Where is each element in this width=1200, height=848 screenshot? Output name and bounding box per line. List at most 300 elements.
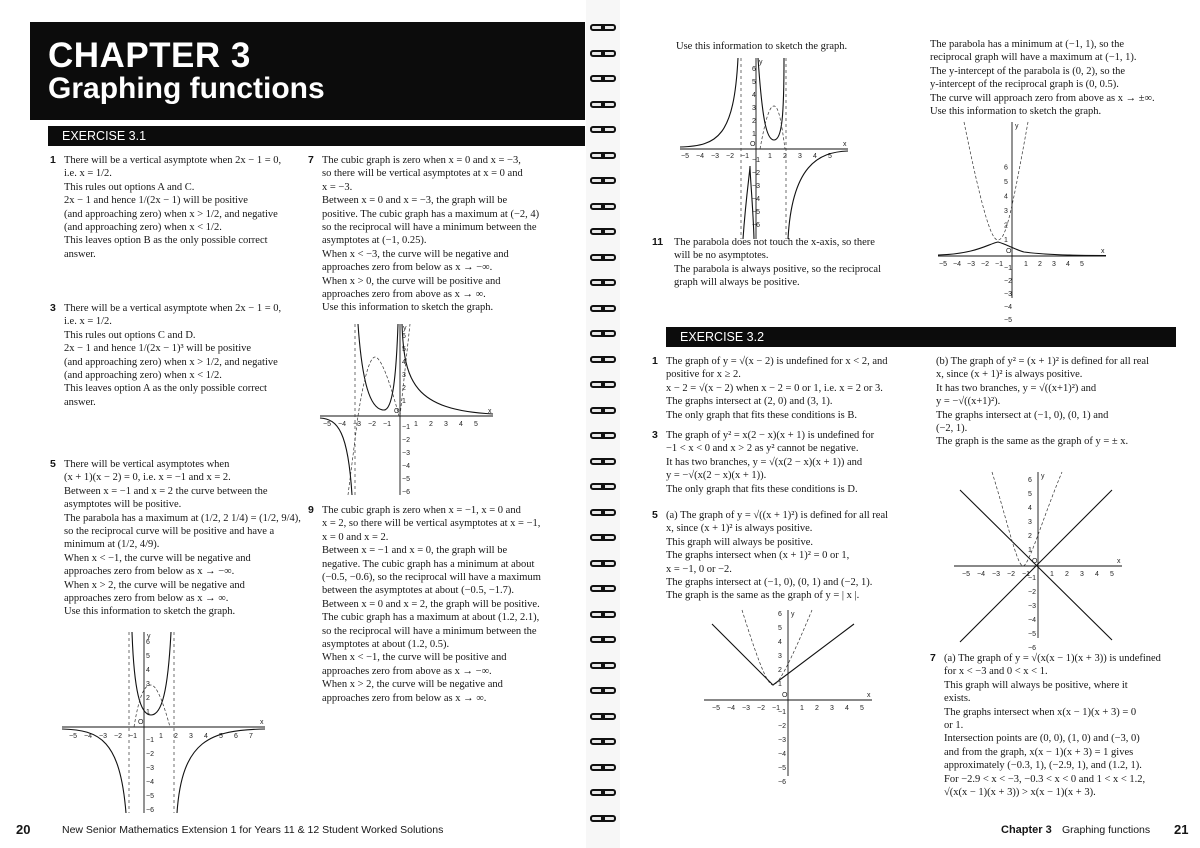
x-tick-label: −2: [757, 705, 765, 712]
x-tick-label: 3: [830, 705, 834, 712]
text-line: (a) The graph of y = √((x + 1)²) is defined for all real: [666, 510, 889, 521]
x-tick-label: 3: [1080, 571, 1084, 578]
y-axis-label: y: [403, 325, 407, 332]
question-9-text: [322, 504, 541, 705]
y-tick-label: −3: [1004, 291, 1012, 298]
x-tick-label: 4: [1066, 261, 1070, 268]
text-line: (and approaching zero) when x < 1/2.: [64, 370, 222, 382]
question-3-text: [64, 302, 281, 409]
y-tick-label: 3: [1004, 208, 1008, 215]
binding-ring: [590, 789, 616, 796]
x-tick-label: 5: [1110, 571, 1114, 578]
graph-q5a-absolute: [702, 608, 877, 786]
text-line: Use this information to sketch the graph.: [930, 106, 1102, 118]
binding-ring: [590, 509, 616, 516]
y-tick-label: 5: [752, 79, 756, 86]
text-line: reciprocal graph will have a maximum at (−1, 1).: [930, 52, 1137, 64]
y-tick-label: 4: [752, 92, 756, 99]
text-line: When x > 2, the curve will be negative and: [322, 679, 503, 691]
y-tick-label: −1: [1004, 265, 1012, 272]
text-line: for x < −3 and 0 < x < 1.: [944, 666, 1048, 678]
ex2-question-3-text: [666, 429, 874, 496]
footer-chapter-title: Graphing functions: [1062, 824, 1151, 836]
text-line: i.e. x = 1/2.: [64, 316, 112, 328]
binding-ring: [590, 228, 616, 235]
text-line: so the reciprocal will have a minimum between the: [322, 625, 537, 637]
text-line: This rules out options C and D.: [64, 329, 196, 341]
exercise-3-1-heading: EXERCISE 3.1: [48, 126, 585, 146]
text-line: When x < −1, the curve will be positive and: [322, 652, 507, 664]
y-tick-label: −5: [1028, 631, 1036, 638]
binding-ring: [590, 203, 616, 210]
x-tick-label: −2: [726, 153, 734, 160]
binding-ring: [590, 50, 616, 57]
x-tick-label: −1: [741, 153, 749, 160]
text-line: negative. The cubic graph has a minimum at about: [322, 558, 535, 570]
text-line: so the reciprocal will have a minimum between the: [322, 222, 537, 234]
y-tick-label: −1: [752, 157, 760, 164]
x-tick-label: −3: [742, 705, 750, 712]
y-tick-label: −3: [752, 183, 760, 190]
text-line: x = −1, 0 or −2.: [666, 563, 732, 575]
x-tick-label: 4: [845, 705, 849, 712]
x-tick-label: −5: [681, 153, 689, 160]
text-line: approaches zero from below as x → ∞.: [322, 692, 487, 704]
y-tick-label: −3: [778, 737, 786, 744]
y-tick-label: −6: [1028, 645, 1036, 652]
y-tick-label: −2: [146, 751, 154, 758]
x-tick-label: −5: [323, 421, 331, 428]
x-tick-label: −4: [696, 153, 704, 160]
text-line: approaches zero from below as x → −∞.: [64, 566, 235, 578]
binding-ring: [590, 585, 616, 592]
y-tick-label: 3: [778, 653, 782, 660]
text-line: (a) The graph of y = √(x(x − 1)(x + 3)) is undefined: [944, 653, 1161, 664]
text-line: Between x = 0 and x = −3, the graph will be: [322, 195, 508, 207]
origin-label: O: [394, 408, 400, 415]
text-line: y = −√(x(2 − x)(x + 1)).: [666, 470, 767, 482]
text-line: graph will always be positive.: [674, 277, 800, 289]
binding-ring: [590, 560, 616, 567]
text-line: positive. The cubic graph has a maximum at (−2, 4): [322, 208, 540, 220]
x-tick-label: 2: [174, 733, 178, 740]
binding-ring: [590, 305, 616, 312]
x-tick-label: 5: [474, 421, 478, 428]
binding-ring: [590, 75, 616, 82]
binding-ring: [590, 738, 616, 745]
ex2-question-3: [652, 429, 874, 496]
y-tick-label: 4: [1028, 505, 1032, 512]
text-line: positive for x ≥ 2.: [666, 369, 741, 381]
binding-ring: [590, 815, 616, 822]
y-axis-label: y: [759, 59, 763, 66]
x-tick-label: 1: [800, 705, 804, 712]
page-number: 21: [1174, 822, 1189, 837]
text-line: will be no asymptotes.: [674, 250, 769, 262]
x-tick-label: −1: [383, 421, 391, 428]
x-tick-label: 4: [813, 153, 817, 160]
binding-ring: [590, 458, 616, 465]
question-number: 9: [308, 504, 314, 516]
text-line: Intersection points are (0, 0), (1, 0) and (−3, 0): [944, 733, 1140, 745]
text-line: The curve will approach zero from above as x → ±∞.: [930, 92, 1155, 104]
text-line: (b) The graph of y² = (x + 1)² is defined for all real: [936, 356, 1149, 367]
y-tick-label: 2: [1028, 533, 1032, 540]
y-tick-label: −1: [402, 424, 410, 431]
y-tick-label: 1: [1004, 237, 1008, 244]
binding-ring: [590, 254, 616, 261]
y-tick-label: 5: [1028, 491, 1032, 498]
text-line: exists.: [944, 693, 971, 705]
text-line: For −2.9 < x < −3, −0.3 < x < 0 and 1 < x < 1.2,: [944, 773, 1146, 785]
y-tick-label: 4: [778, 639, 782, 646]
x-axis-label: x: [843, 141, 847, 148]
y-tick-label: −1: [778, 709, 786, 716]
x-tick-label: 6: [234, 733, 238, 740]
y-axis-label: y: [1041, 473, 1045, 480]
y-tick-label: −4: [402, 463, 410, 470]
text-line: x − 2 = √(x − 2) when x − 2 = 0 or 1, i.e. x = 2 or 3.: [666, 382, 883, 394]
y-tick-label: −4: [1004, 304, 1012, 311]
x-tick-label: 2: [429, 421, 433, 428]
text-line: This leaves option A as the only possible correct: [64, 383, 267, 395]
question-3: [50, 302, 281, 409]
question-9: [308, 504, 541, 705]
graph-q5-reciprocal-parabola: [60, 630, 270, 820]
chapter-label: CHAPTER 3: [48, 36, 251, 75]
x-axis-label: x: [260, 719, 264, 726]
y-tick-label: −2: [1028, 589, 1036, 596]
question-number: 1: [652, 355, 658, 367]
x-tick-label: 5: [828, 153, 832, 160]
x-tick-label: −2: [114, 733, 122, 740]
x-axis-label: x: [1101, 248, 1105, 255]
y-tick-label: 2: [778, 667, 782, 674]
binding-ring: [590, 713, 616, 720]
x-tick-label: −3: [992, 571, 1000, 578]
text-line: x = 2, so there will be vertical asymptotes at x = −1,: [322, 518, 541, 530]
x-tick-label: −1: [995, 261, 1003, 268]
question-number: 1: [50, 154, 56, 166]
x-tick-label: 4: [1095, 571, 1099, 578]
y-tick-label: −3: [146, 765, 154, 772]
binding-ring: [590, 101, 616, 108]
x-tick-label: −3: [711, 153, 719, 160]
x-tick-label: 2: [1038, 261, 1042, 268]
text-line: It has two branches, y = √((x+1)²) and: [936, 382, 1097, 394]
text-line: asymptotes will be positive.: [64, 499, 182, 511]
x-tick-label: −4: [953, 261, 961, 268]
x-tick-label: −2: [1007, 571, 1015, 578]
origin-label: O: [750, 141, 756, 148]
text-line: This graph will always be positive, where it: [944, 679, 1128, 691]
text-line: This leaves option B as the only possible correct: [64, 235, 268, 247]
binding-ring: [590, 407, 616, 414]
text-line: so there will be vertical asymptotes at x = 0 and: [322, 168, 523, 180]
question-5-text: [64, 458, 301, 619]
question-number: 3: [50, 302, 56, 314]
text-line: between the asymptotes at about (−0.5, −1.7).: [322, 585, 515, 597]
page-number: 20: [16, 822, 31, 837]
binding-ring: [590, 764, 616, 771]
y-tick-label: 6: [752, 66, 756, 73]
footer-book-title: New Senior Mathematics Extension 1 for Years 11 & 12 Student Worked Solutions: [62, 824, 444, 836]
text-line: There will be vertical asymptotes when: [64, 459, 230, 470]
x-tick-label: −4: [727, 705, 735, 712]
binding-ring: [590, 381, 616, 388]
graph-q11-reciprocal: [936, 120, 1111, 324]
y-tick-label: 6: [402, 333, 406, 340]
y-tick-label: 1: [1028, 547, 1032, 554]
y-tick-label: 3: [402, 372, 406, 379]
x-tick-label: 1: [1050, 571, 1054, 578]
y-tick-label: −3: [1028, 603, 1036, 610]
text-line: The graphs intersect at (−1, 0), (0, 1) and: [936, 409, 1109, 421]
ex2-question-5a: [652, 509, 888, 603]
y-tick-label: −6: [402, 489, 410, 496]
y-tick-label: −6: [778, 779, 786, 786]
text-line: 2x − 1 and hence 1/(2x − 1)³ will be positive: [64, 343, 252, 355]
y-tick-label: 2: [402, 385, 406, 392]
right-question-11-cont: [930, 38, 1195, 118]
text-line: approximately (−0.3, 1), (−2.9, 1), and (1.2, 1).: [944, 760, 1142, 772]
text-line: There will be a vertical asymptote when 2x − 1 = 0,: [64, 155, 282, 166]
x-tick-label: 5: [1080, 261, 1084, 268]
left-page: [0, 0, 585, 848]
text-line: x, since (x + 1)² is always positive.: [666, 523, 813, 535]
x-axis-label: x: [488, 408, 492, 415]
text-line: y-intercept of the reciprocal graph is (0, 0.5).: [930, 79, 1119, 91]
graph-intro-text: Use this information to sketch the graph.: [676, 41, 848, 52]
y-tick-label: −4: [752, 196, 760, 203]
text-line: The graphs intersect when x(x − 1)(x + 3) = 0: [944, 706, 1137, 718]
x-tick-label: 5: [860, 705, 864, 712]
y-tick-label: 1: [146, 709, 150, 716]
binding-ring: [590, 687, 616, 694]
text-line: (x + 1)(x − 2) = 0, i.e. x = −1 and x = 2.: [64, 472, 231, 484]
x-tick-label: 3: [444, 421, 448, 428]
ex2-question-5b-text: [936, 355, 1196, 449]
question-7-text: [322, 154, 539, 315]
x-tick-label: −2: [981, 261, 989, 268]
x-tick-label: 1: [1024, 261, 1028, 268]
binding-ring: [590, 356, 616, 363]
binding-ring: [590, 662, 616, 669]
y-tick-label: −4: [778, 751, 786, 758]
y-tick-label: 3: [146, 681, 150, 688]
text-line: Between x = −1 and x = 0, the graph will be: [322, 545, 508, 557]
text-line: (and approaching zero) when x > 1/2, and negative: [64, 208, 278, 220]
y-tick-label: −6: [146, 807, 154, 814]
text-line: so the reciprocal curve will be positive and have a: [64, 526, 275, 538]
right-column-2: [936, 355, 1196, 449]
ex2-question-1-text: [666, 355, 888, 422]
text-line: asymptotes at about (1.2, 0.5).: [322, 639, 450, 651]
y-tick-label: 5: [778, 625, 782, 632]
text-line: The parabola has a minimum at (−1, 1), so the: [930, 39, 1124, 50]
footer-chapter: Chapter 3: [1001, 824, 1052, 836]
y-tick-label: −5: [778, 765, 786, 772]
text-line: The graph of y² = x(2 − x)(x + 1) is undefined for: [666, 430, 875, 441]
y-tick-label: 2: [752, 118, 756, 125]
text-line: When x < −3, the curve will be negative and: [322, 248, 509, 260]
origin-label: O: [1032, 558, 1038, 565]
text-line: Use this information to sketch the graph.: [64, 606, 236, 618]
x-axis-label: x: [1117, 558, 1121, 565]
text-line: i.e. x = 1/2.: [64, 168, 112, 180]
x-axis-label: x: [867, 692, 871, 699]
text-line: x, since (x + 1)² is always positive.: [936, 369, 1083, 381]
text-line: or 1.: [944, 720, 964, 732]
question-7: [308, 154, 539, 315]
text-line: The only graph that fits these conditions is B.: [666, 409, 858, 421]
y-tick-label: 4: [402, 359, 406, 366]
x-tick-label: −1: [772, 705, 780, 712]
text-line: y = −√((x+1)²).: [936, 396, 1001, 408]
text-line: The y-intercept of the parabola is (0, 2), so the: [930, 65, 1126, 77]
y-tick-label: 6: [1004, 164, 1008, 172]
y-tick-label: 4: [1004, 193, 1008, 201]
x-tick-label: 2: [1065, 571, 1069, 578]
x-tick-label: −5: [712, 705, 720, 712]
text-line: The parabola has a maximum at (1/2, 2 1/4) = (1/2, 9/4),: [64, 512, 301, 524]
binding-ring: [590, 432, 616, 439]
text-line: The cubic graph has a maximum at about (1.2, 2.1),: [322, 612, 540, 624]
y-tick-label: −6: [752, 222, 760, 229]
graph-q7-reciprocal-cubic: [318, 322, 498, 502]
chapter-banner: [30, 22, 585, 120]
text-line: The parabola does not touch the x-axis, so there: [674, 237, 875, 248]
ex2-question-1: [652, 355, 888, 422]
x-tick-label: −1: [129, 733, 137, 740]
binding-ring: [590, 177, 616, 184]
text-line: (−2, 1).: [936, 423, 968, 435]
x-tick-label: −3: [99, 733, 107, 740]
y-tick-label: −2: [778, 723, 786, 730]
text-line: −1 < x < 0 and x > 2 as y² cannot be negative.: [666, 443, 859, 455]
y-tick-label: −5: [402, 476, 410, 483]
y-tick-label: 3: [1028, 519, 1032, 526]
y-tick-label: 1: [778, 681, 782, 688]
binding-ring: [590, 279, 616, 286]
text-line: The graphs intersect when (x + 1)² = 0 or 1,: [666, 550, 850, 562]
y-tick-label: 5: [402, 346, 406, 353]
binding-ring: [590, 330, 616, 337]
y-tick-label: −2: [402, 437, 410, 444]
text-line: √(x(x − 1)(x + 3)) > x(x − 1)(x + 3).: [944, 787, 1096, 799]
y-tick-label: 6: [778, 611, 782, 618]
text-line: The graph is the same as the graph of y = | x |.: [666, 590, 860, 602]
x-tick-label: −4: [84, 733, 92, 740]
text-line: This rules out options A and C.: [64, 181, 195, 193]
text-line: answer.: [64, 396, 96, 408]
x-tick-label: 3: [1052, 261, 1056, 268]
text-line: The graphs intersect at (2, 0) and (3, 1).: [666, 396, 833, 408]
question-11-text: [674, 236, 881, 290]
binding-ring: [590, 636, 616, 643]
text-line: When x > 2, the curve will be negative and: [64, 579, 245, 591]
y-tick-label: −4: [146, 779, 154, 786]
question-1-text: [64, 154, 281, 261]
x-tick-label: −3: [353, 421, 361, 428]
origin-label: O: [782, 692, 788, 699]
y-axis-label: y: [147, 633, 151, 640]
text-line: Between x = −1 and x = 2 the curve between the: [64, 485, 268, 497]
x-tick-label: −3: [967, 261, 975, 268]
text-line: asymptotes at (−1, 0.25).: [322, 235, 427, 247]
y-tick-label: −1: [146, 737, 154, 744]
question-11-continued: [930, 38, 1195, 118]
y-tick-label: −5: [146, 793, 154, 800]
y-tick-label: 5: [146, 653, 150, 660]
ex2-question-7: [930, 652, 1161, 799]
x-tick-label: 4: [204, 733, 208, 740]
text-line: (and approaching zero) when x > 1/2, and negative: [64, 356, 278, 368]
y-tick-label: −2: [752, 170, 760, 177]
y-tick-label: 6: [146, 639, 150, 646]
y-axis-label: y: [791, 611, 795, 618]
y-tick-label: −1: [1028, 575, 1036, 582]
y-tick-label: −4: [1028, 617, 1036, 624]
x-tick-label: −1: [1022, 571, 1030, 578]
binding-ring: [590, 534, 616, 541]
text-line: approaches zero from above as x → −∞.: [322, 665, 492, 677]
text-line: The parabola is always positive, so the reciprocal: [674, 263, 882, 275]
text-line: When x > 0, the curve will be positive and: [322, 275, 501, 287]
text-line: x = 0 and x = 2.: [322, 531, 389, 543]
text-line: When x < −1, the curve will be negative and: [64, 552, 251, 564]
right-page: [618, 0, 1200, 848]
text-line: approaches zero from below as x → ∞.: [64, 593, 229, 605]
question-11: [652, 236, 881, 290]
y-tick-label: −5: [752, 209, 760, 216]
ex2-question-7-text: [944, 652, 1161, 799]
y-tick-label: 1: [402, 398, 406, 405]
question-number: 5: [652, 509, 658, 521]
x-tick-label: 5: [219, 733, 223, 740]
y-tick-label: 1: [752, 131, 756, 138]
right-top-intro: [676, 40, 926, 53]
y-tick-label: 5: [1004, 179, 1008, 186]
question-5: [50, 458, 301, 619]
question-number: 11: [652, 236, 664, 248]
x-tick-label: −5: [69, 733, 77, 740]
exercise-3-2-heading: EXERCISE 3.2: [666, 327, 1176, 347]
binding-ring: [590, 152, 616, 159]
text-line: There will be a vertical asymptote when 2x − 1 = 0,: [64, 303, 282, 314]
x-tick-label: 1: [414, 421, 418, 428]
origin-label: O: [1006, 248, 1012, 255]
question-1: [50, 154, 281, 261]
text-line: minimum at (1/2, 4/9).: [64, 539, 160, 551]
y-tick-label: 2: [1004, 222, 1008, 230]
text-line: Between x = 0 and x = 2, the graph will be positive.: [322, 598, 540, 610]
binding-ring: [590, 24, 616, 31]
text-line: It has two branches, y = √(x(2 − x)(x + 1)) and: [666, 456, 863, 468]
text-line: The only graph that fits these conditions is D.: [666, 483, 858, 495]
text-line: Use this information to sketch the graph.: [322, 302, 494, 314]
y-tick-label: −2: [1004, 278, 1012, 285]
question-number: 5: [50, 458, 56, 470]
text-line: (−0.5, −0.6), so the reciprocal will have a maximum: [322, 572, 541, 584]
text-line: and from the graph, x(x − 1)(x + 3) = 1 gives: [944, 746, 1134, 758]
chapter-title: Graphing functions: [48, 72, 325, 105]
y-tick-label: 4: [146, 667, 150, 674]
x-tick-label: −4: [338, 421, 346, 428]
graph-q9-reciprocal-cubic: [678, 56, 853, 246]
x-tick-label: 1: [159, 733, 163, 740]
x-tick-label: −5: [939, 261, 947, 268]
